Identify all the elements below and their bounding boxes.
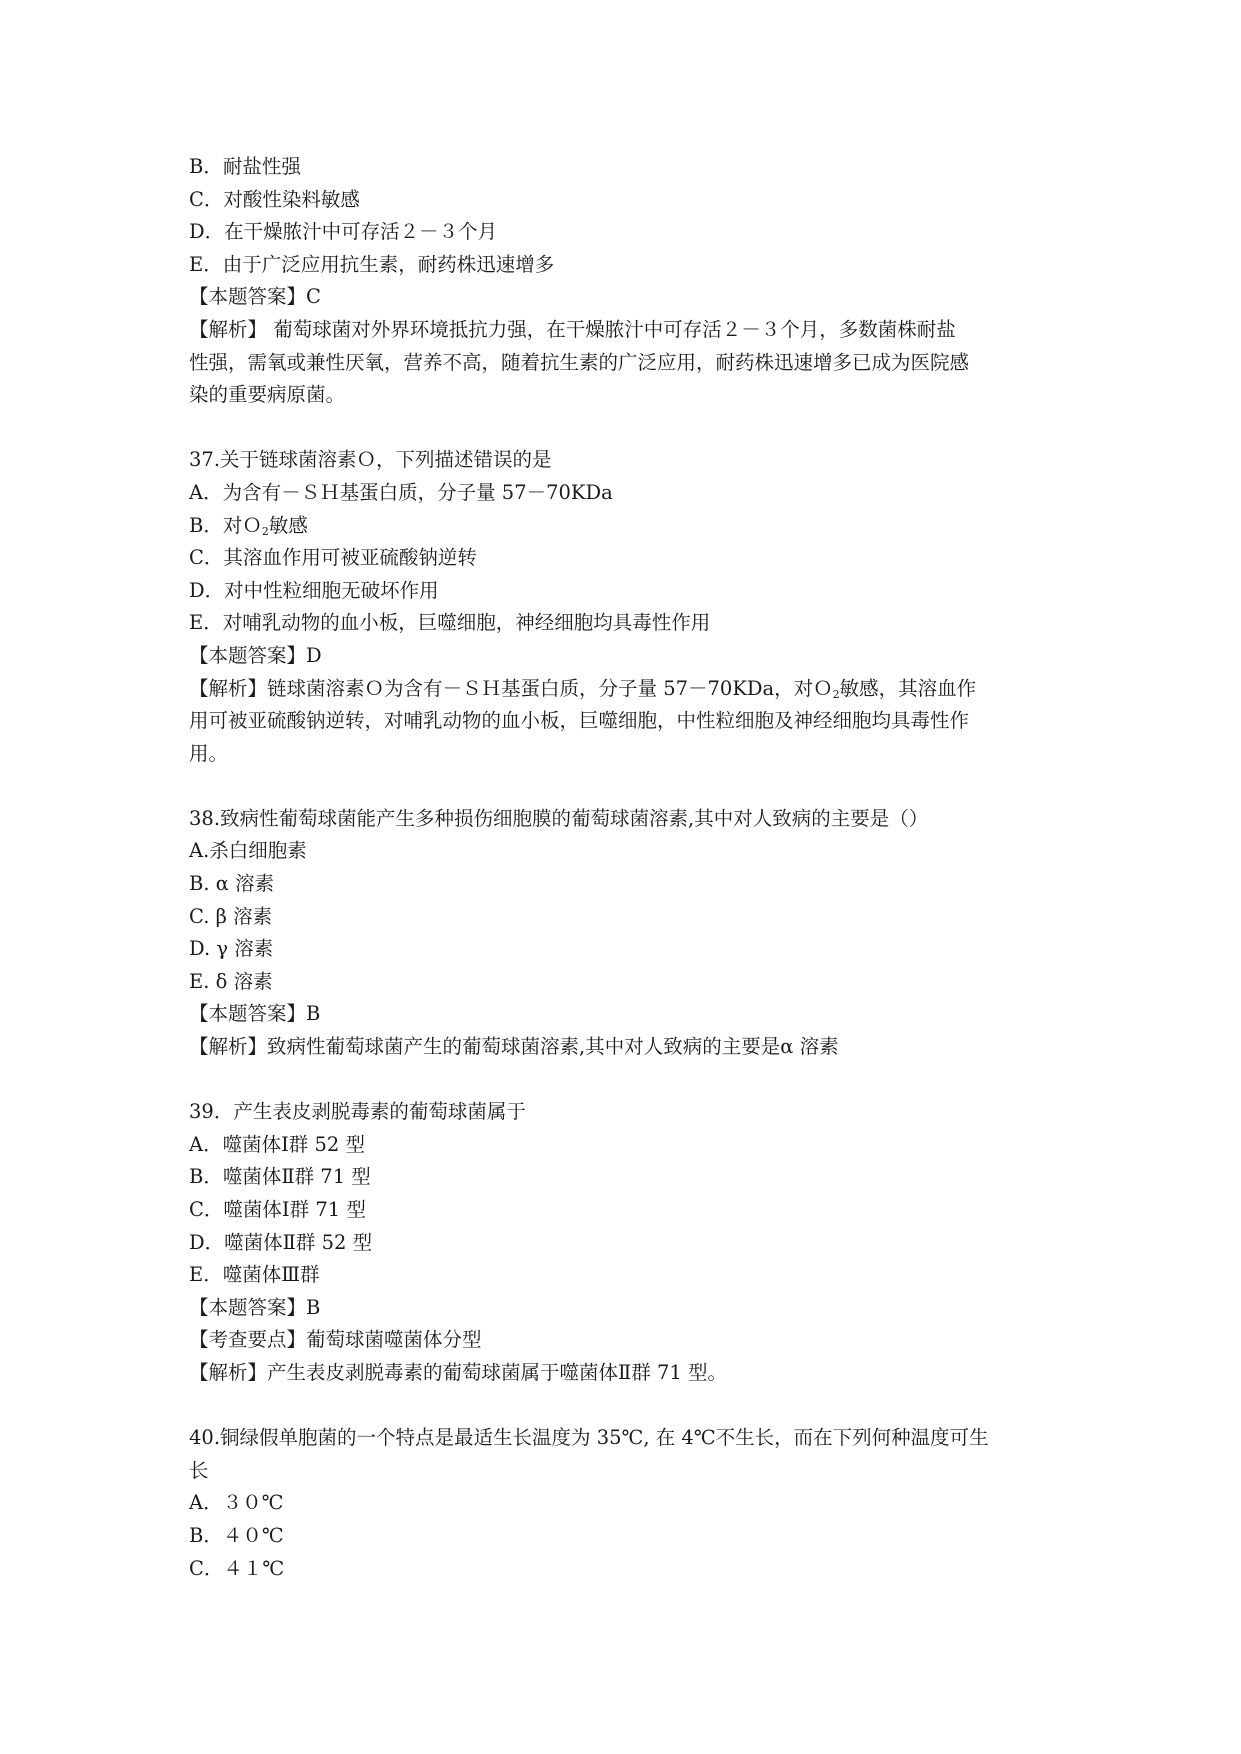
analysis-line-3: 染的重要病原菌。 xyxy=(189,383,346,407)
option-d: D. γ 溶素 xyxy=(189,937,274,961)
option-c: C．其溶血作用可被亚硫酸钠逆转 xyxy=(189,546,477,570)
question-36-continuation xyxy=(189,151,1059,412)
analysis: 【解析】致病性葡萄球菌产生的葡萄球菌溶素,其中对人致病的主要是α 溶素 xyxy=(189,1035,839,1059)
spacer xyxy=(189,1390,1059,1423)
option-c: C．对酸性染料敏感 xyxy=(189,187,360,211)
option-a: A．为含有－ＳＨ基蛋白质，分子量 57－70KDa xyxy=(189,480,613,504)
option-d: D．噬菌体Ⅱ群 52 型 xyxy=(189,1230,373,1254)
option-b: B．噬菌体Ⅱ群 71 型 xyxy=(189,1165,371,1189)
subscript: 2 xyxy=(261,524,269,538)
option-b: B. α 溶素 xyxy=(189,872,275,896)
answer: 【本题答案】C xyxy=(189,285,321,309)
analysis-line-3: 用。 xyxy=(189,741,229,765)
analysis-text: 【解析】链球菌溶素Ｏ为含有－ＳＨ基蛋白质，分子量 57－70KDa，对Ｏ xyxy=(189,676,833,700)
spacer xyxy=(189,412,1059,445)
option-b: B．耐盐性强 xyxy=(189,155,301,178)
option-b-text: B．对Ｏ xyxy=(189,513,262,537)
option-b xyxy=(189,510,1059,543)
analysis-line-1: 【解析】 葡萄球菌对外界环境抵抗力强，在干燥脓汁中可存活２－３个月，多数菌株耐盐 xyxy=(189,317,956,341)
option-e: E．对哺乳动物的血小板，巨噬细胞，神经细胞均具毒性作用 xyxy=(189,611,711,635)
spacer xyxy=(189,770,1059,803)
subscript: 2 xyxy=(832,687,840,701)
analysis-line-1 xyxy=(189,673,1059,706)
question-text-line-1: 40.铜绿假单胞菌的一个特点是最适生长温度为 35℃, 在 4℃不生长，而在下列何种温度可生 xyxy=(189,1426,989,1450)
keypoint: 【考查要点】葡萄球菌噬菌体分型 xyxy=(189,1328,482,1352)
question-38 xyxy=(189,803,1059,1064)
document-page xyxy=(189,151,1059,1585)
question-40 xyxy=(189,1422,1059,1585)
answer: 【本题答案】B xyxy=(189,1002,321,1026)
answer: 【本题答案】B xyxy=(189,1295,321,1319)
question-37 xyxy=(189,444,1059,770)
question-text: 37.关于链球菌溶素Ｏ，下列描述错误的是 xyxy=(189,448,552,472)
analysis-line-2: 用可被亚硫酸钠逆转，对哺乳动物的血小板，巨噬细胞，中性粒细胞及神经细胞均具毒性作 xyxy=(189,709,970,733)
option-a: A．３０℃ xyxy=(189,1491,284,1515)
analysis: 【解析】产生表皮剥脱毒素的葡萄球菌属于噬菌体Ⅱ群 71 型。 xyxy=(189,1360,727,1384)
option-a: A.杀白细胞素 xyxy=(189,839,307,863)
option-a: A．噬菌体Ⅰ群 52 型 xyxy=(189,1132,365,1156)
question-text: 39．产生表皮剥脱毒素的葡萄球菌属于 xyxy=(189,1100,526,1124)
option-e: E．由于广泛应用抗生素，耐药株迅速增多 xyxy=(189,252,555,276)
option-b-tail: 敏感 xyxy=(268,513,308,537)
option-b: B．４０℃ xyxy=(189,1523,284,1547)
spacer xyxy=(189,1064,1059,1097)
analysis-tail: 敏感，其溶血作 xyxy=(839,676,977,700)
option-e: E．噬菌体Ⅲ群 xyxy=(189,1263,320,1287)
question-39 xyxy=(189,1096,1059,1389)
question-text: 38.致病性葡萄球菌能产生多种损伤细胞膜的葡萄球菌溶素,其中对人致病的主要是（） xyxy=(189,806,929,830)
option-c: C. β 溶素 xyxy=(189,904,273,928)
option-c: C．噬菌体Ⅰ群 71 型 xyxy=(189,1198,366,1221)
option-d: D．在干燥脓汁中可存活２－３个月 xyxy=(189,220,498,244)
option-d: D．对中性粒细胞无破坏作用 xyxy=(189,578,439,602)
question-text-line-2: 长 xyxy=(189,1458,209,1482)
answer: 【本题答案】D xyxy=(189,643,322,667)
option-c: C．４１℃ xyxy=(189,1556,285,1580)
option-e: E. δ 溶素 xyxy=(189,969,273,993)
analysis-line-2: 性强，需氧或兼性厌氧，营养不高，随着抗生素的广泛应用，耐药株迅速增多已成为医院感 xyxy=(189,350,970,374)
